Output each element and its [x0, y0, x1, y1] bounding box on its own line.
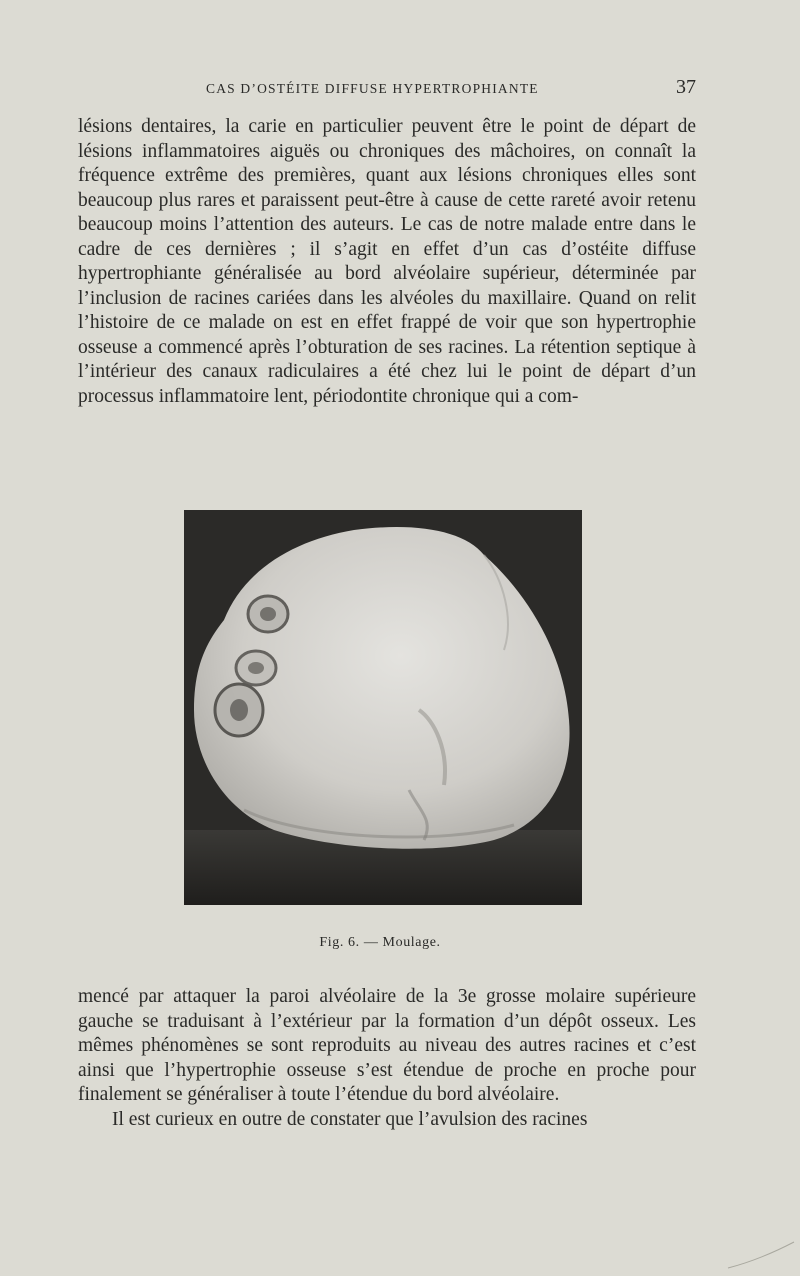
- body-text-bottom: [78, 985, 696, 1132]
- figure-caption: Fig. 6. — Moulage.: [319, 935, 441, 950]
- page-number: 37: [676, 76, 696, 98]
- paragraph: mencé par attaquer la paroi alvéolaire de la 3e grosse molaire supérieure gauche se traduisant à l’extérieur par la formation d’un dépôt osseux. Les mêmes phénomènes se sont reproduits au niveau des autres racines et c’est ainsi que l’hypertrophie osseuse s’est étendue de proche en proche pour finalement se généraliser à toute l’étendue du bord alvéolaire.: [78, 986, 696, 1105]
- page-corner-crease: [726, 1240, 796, 1270]
- running-head: [78, 76, 696, 99]
- body-text-top: [78, 115, 696, 409]
- paragraph: lésions dentaires, la carie en particulier peuvent être le point de départ de lésions inflammatoires aiguës ou chroniques des mâchoires, on connaît la fréquence extrême des premières, quant aux lésions chroniques elles sont beaucoup plus rares et paraissent peut-être à cause de cette rareté avoir retenu beaucoup moins l’attention des auteurs. Le cas de notre malade entre dans le cadre de ces dernières ; il s’agit en effet d’un cas d’ostéite diffuse hypertrophiante généralisée au bord alvéolaire supérieur, déterminée par l’inclusion de racines cariées dans les alvéoles du maxillaire. Quand on relit l’histoire de ce malade on est en effet frappé de voir que son hypertrophie osseuse a commencé après l’obturation de ses racines. La rétention septique à l’intérieur des canaux radiculaires a été chez lui le point de départ d’un processus inflammatoire lent, périodontite chronique qui a com-: [78, 116, 696, 407]
- paragraph: Il est curieux en outre de constater que l’avulsion des racines: [112, 1108, 588, 1130]
- running-title: CAS D’OSTÉITE DIFFUSE HYPERTROPHIANTE: [206, 81, 539, 96]
- dental-cast-photo: [184, 510, 582, 905]
- figure-photograph: [184, 510, 582, 905]
